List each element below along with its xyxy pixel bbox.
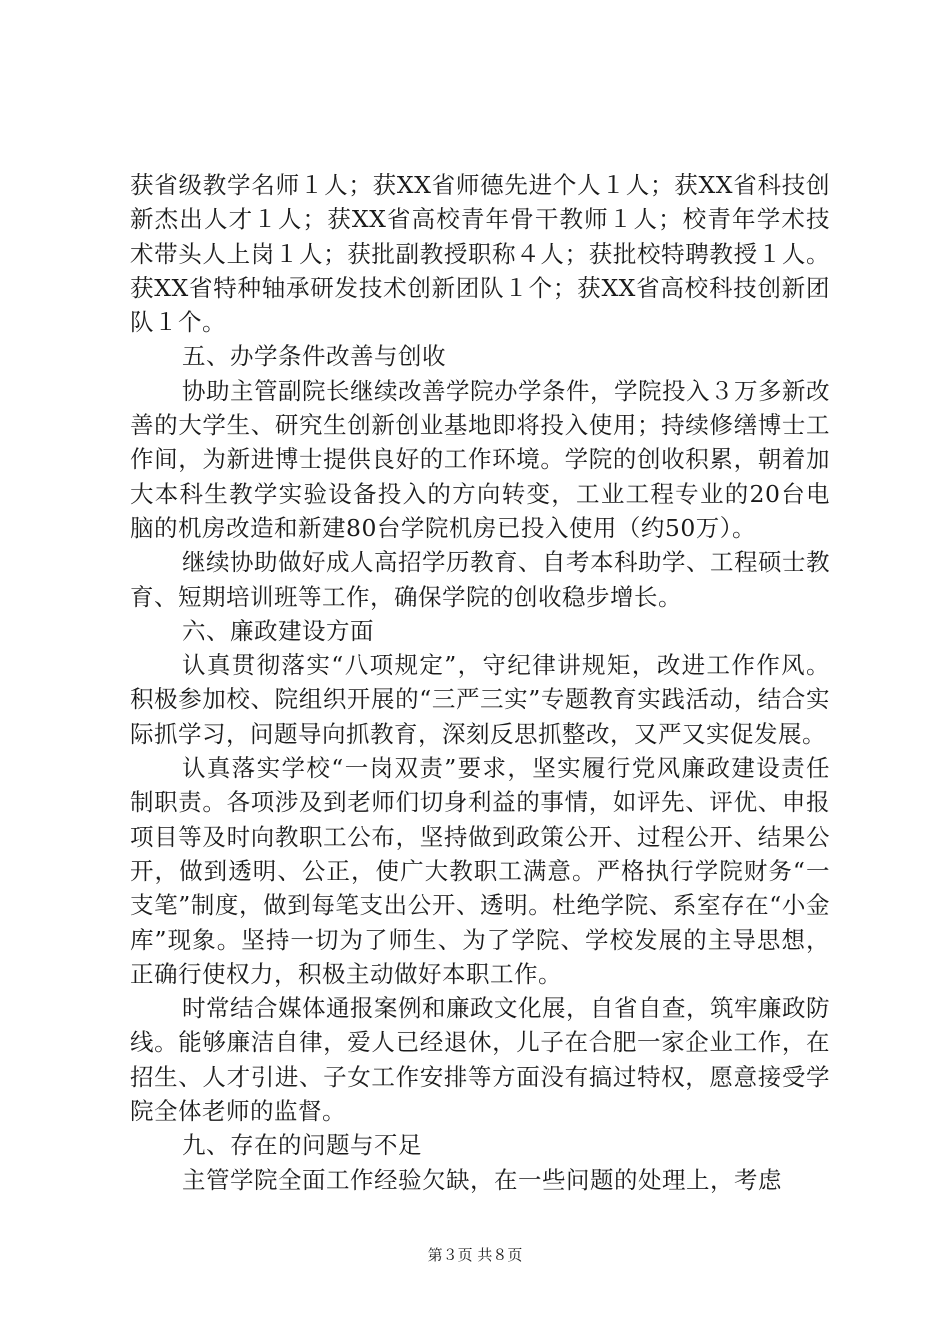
paragraph-eight-rules: 认真贯彻落实“八项规定”，守纪律讲规矩，改进工作作风。积极参加校、院组织开展的“三严三实”专题教育实践活动，结合实际抓学习，问题导向抓教育，深刻反思抓整改，又严又实促发展。 [130,651,830,748]
paragraph-self-discipline: 时常结合媒体通报案例和廉政文化展，自省自查，筑牢廉政防线。能够廉洁自律，爱人已经退休，儿子在合肥一家企业工作，在招生、人才引进、子女工作安排等方面没有搞过特权，愿意接受学院全体老师的监督。 [130,994,830,1126]
heading-section-6: 六、廉政建设方面 [182,616,374,645]
paragraph-conditions: 协助主管副院长继续改善学院办学条件，学院投入３万多新改善的大学生、研究生创新创业基地即将投入使用；持续修缮博士工作间，为新进博士提供良好的工作环境。学院的创收积累，朝着加大本科生教学实验设备投入的方向转变，工业工程专业的20台电脑的机房改造和新建80台学院机房已投入使用（约50万）。 [130,376,830,542]
document-body [130,168,830,1197]
paragraph-awards: 获省级教学名师１人；获XX省师德先进个人１人；获XX省科技创新杰出人才１人；获XX省高校青年骨干教师１人；校青年学术技术带头人上岗１人；获批副教授职称４人；获批校特聘教授１人。获XX省特种轴承研发技术创新团队１个；获XX省高校科技创新团队１个。 [130,171,830,337]
paragraph-dual-responsibility: 认真落实学校“一岗双责”要求，坚实履行党风廉政建设责任制职责。各项涉及到老师们切身利益的事情，如评先、评优、申报项目等及时向教职工公布，坚持做到政策公开、过程公开、结果公开，做到透明、公正，使广大教职工满意。严格执行学院财务“一支笔”制度，做到每笔支出公开、透明。杜绝学院、系室存在“小金库”现象。坚持一切为了师生、为了学院、学校发展的主导思想，正确行使权力，积极主动做好本职工作。 [130,754,830,988]
heading-section-5: 五、办学条件改善与创收 [182,342,446,371]
heading-section-9: 九、存在的问题与不足 [182,1131,422,1160]
paragraph-problems: 主管学院全面工作经验欠缺，在一些问题的处理上，考虑 [182,1165,782,1194]
paragraph-revenue: 继续协助做好成人高招学历教育、自考本科助学、工程硕士教育、短期培训班等工作，确保学院的创收稳步增长。 [130,548,830,611]
page-number-footer: 第３页 共８页 [427,1246,523,1264]
